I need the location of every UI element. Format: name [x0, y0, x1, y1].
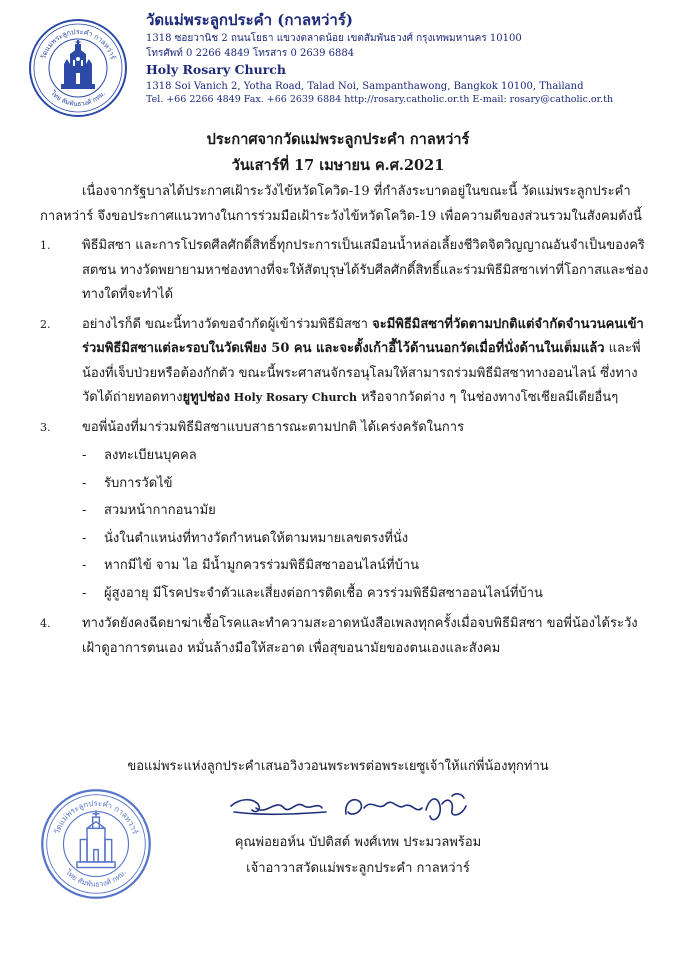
item-number: 2. — [40, 317, 51, 331]
list-item-2 — [40, 313, 650, 411]
item-text-channel-name: Holy Rosary Church — [229, 391, 357, 404]
announcement-body — [40, 180, 650, 661]
item-text: พิธีมิสซา และการโปรดศีลศักดิ์สิทธิ์ทุกประการเป็นเสมือนน้ำหล่อเลี้ยงชีวิตจิตวิญญาณอันจำเป็นของคริสตชน ทางวัดพยายามหาช่องทางที่จะให้สัตบุรุษได้รับศีลศักดิ์สิทธิ์และร่วมพิธีมิสซาเท่าที่โอกาสและช่องทางใดที่จะทำได้ — [82, 238, 649, 302]
sub-item-text: ลงทะเบียนบุคคล — [104, 448, 197, 463]
sub-list — [40, 442, 650, 607]
seal-text-top: วัดแม่พระลูกประคำ กาลหว่าร์ — [39, 27, 117, 61]
dash-bullet: - — [82, 475, 87, 491]
announcement-date: วันเสาร์ที่ 17 เมษายน ค.ศ.2021 — [231, 157, 445, 174]
dash-bullet: - — [82, 503, 87, 518]
item-number: 1. — [40, 239, 51, 252]
blessing-line: ขอแม่พระแห่งลูกประคำเสนอวิงวอนพระพรต่อพระเยซูเจ้าให้แก่พี่น้องทุกท่าน — [127, 759, 549, 774]
item-text-emphasis: จะมีพิธีมิสซาที่วัดตามปกติแต่จำกัดจำนวนคนเข้าร่วมพิธีมิสซาแต่ละรอบในวัดเพียง 50 คน และจะตั้งเก้าอี้ไว้ด้านนอกวัดเมื่อที่นั่งด้านในเต็มแล้ว — [82, 316, 644, 356]
item-text: ขอพี่น้องที่มาร่วมพิธีมิสซาแบบสาธารณะตามปกติ ได้เคร่งครัดในการ — [82, 419, 465, 435]
signer-name: คุณพ่อยอห์น บัปติสต์ พงศ์เทพ ประมวลพร้อม — [234, 835, 482, 850]
item-text-b: และพี่น้องที่เจ็บป่วยหรือต้องกักตัว ขณะนี้พระศาสนจักรอนุโลมให้สามารถร่วมพิธีมิสซาทางออนไลน์ ซึ่งทางวัดได้ถ่ายทอดทาง — [82, 341, 641, 405]
sub-item-text: รับการวัดไข้ — [104, 475, 173, 491]
list-item-3 — [40, 416, 650, 441]
item-number: 3. — [40, 420, 51, 434]
sub-list-item — [82, 442, 650, 470]
item-text-c: หรือจากวัดต่าง ๆ ในช่องทางโซเชียลมีเดียอื่นๆ — [356, 390, 619, 405]
sub-item-text: สวมหน้ากากอนามัย — [104, 503, 216, 518]
announcement-header — [0, 127, 676, 179]
sub-list-item — [82, 525, 650, 553]
sub-item-text: นั่งในตำแหน่งที่ทางวัดกำหนดให้ตามหมายเลขตรงที่นั่ง — [104, 530, 409, 546]
announcement-title: ประกาศจากวัดแม่พระลูกประคำ กาลหว่าร์ — [206, 131, 470, 148]
dash-bullet: - — [82, 530, 87, 546]
phone-thai: โทรศัพท์ 0 2266 4849 โทรสาร 0 2639 6884 — [146, 47, 355, 59]
church-seal-logo — [28, 18, 128, 118]
seal-text-bottom: ไทย สัมพันธวงศ์ กทม. — [49, 89, 107, 109]
sub-item-text: ผู้สูงอายุ มีโรคประจำตัวและเสี่ยงต่อการติดเชื้อ ควรร่วมพิธีมิสซาออนไลน์ที่บ้าน — [104, 585, 543, 601]
dash-bullet: - — [82, 448, 87, 463]
signer-title: เจ้าอาวาสวัดแม่พระลูกประคำ กาลหว่าร์ — [246, 861, 470, 876]
address-english: 1318 Soi Vanich 2, Yotha Road, Talad Noi, Sampanthawong, Bangkok 10100, Thailand — [146, 80, 584, 92]
handwritten-signature — [226, 788, 486, 828]
dash-bullet: - — [82, 558, 87, 573]
sub-list-item — [82, 580, 650, 608]
intro-paragraph: เนื่องจากรัฐบาลได้ประกาศเฝ้าระวังไข้หวัดโควิด-19 ที่กำลังระบาดอยู่ในขณะนี้ วัดแม่พระลูกประคำ กาลหว่าร์ จึงขอประกาศแนวทางในการร่วมมือเฝ้าระวังไข้หวัดโควิด-19 เพื่อความดีของส่วนรวมในสังคมดังนี้ — [40, 184, 642, 224]
stamp-text-top: วัดแม่พระลูกประคำ กาลหว่าร์ — [52, 798, 140, 836]
signer-block — [0, 830, 676, 882]
item-text-youtube: ยูทูปช่อง — [182, 390, 230, 405]
item-number: 4. — [40, 617, 51, 630]
sub-list-item — [82, 497, 650, 525]
sub-item-text: หากมีไข้ จาม ไอ มีน้ำมูกควรร่วมพิธีมิสซาออนไลน์ที่บ้าน — [104, 558, 420, 573]
list-item-4 — [40, 612, 650, 661]
list-item-1 — [40, 234, 650, 308]
contact-english: Tel. +66 2266 4849 Fax. +66 2639 6884 http://rosary.catholic.or.th E-mail: rosary@catholic.or.th — [146, 94, 614, 106]
sub-list-item — [82, 552, 650, 580]
item-text: ทางวัดยังคงฉีดยาฆ่าเชื้อโรคและทำความสะอาดหนังสือเพลงทุกครั้งเมื่อจบพิธีมิสซา ขอพี่น้องได้ระวังเฝ้าดูอาการตนเอง หมั่นล้างมือให้สะอาด เพื่อสุขอนามัยของตนเองและสังคม — [82, 616, 638, 656]
church-name-english: Holy Rosary Church — [146, 62, 286, 78]
sub-list-item — [82, 470, 650, 498]
dash-bullet: - — [82, 585, 87, 601]
item-text-a: อย่างไรก็ดี ขณะนี้ทางวัดขอจำกัดผู้เข้าร่วมพิธีมิสซา — [82, 316, 373, 332]
letterhead — [146, 12, 666, 106]
address-thai: 1318 ซอยวานิช 2 ถนนโยธา แขวงตลาดน้อย เขตสัมพันธวงศ์ กรุงเทพมหานคร 10100 — [146, 33, 522, 45]
stamp-text-bottom: ไทย สัมพันธวงศ์ กทม. — [63, 867, 129, 889]
church-name-thai: วัดแม่พระลูกประคำ (กาลหว่าร์) — [146, 11, 353, 29]
